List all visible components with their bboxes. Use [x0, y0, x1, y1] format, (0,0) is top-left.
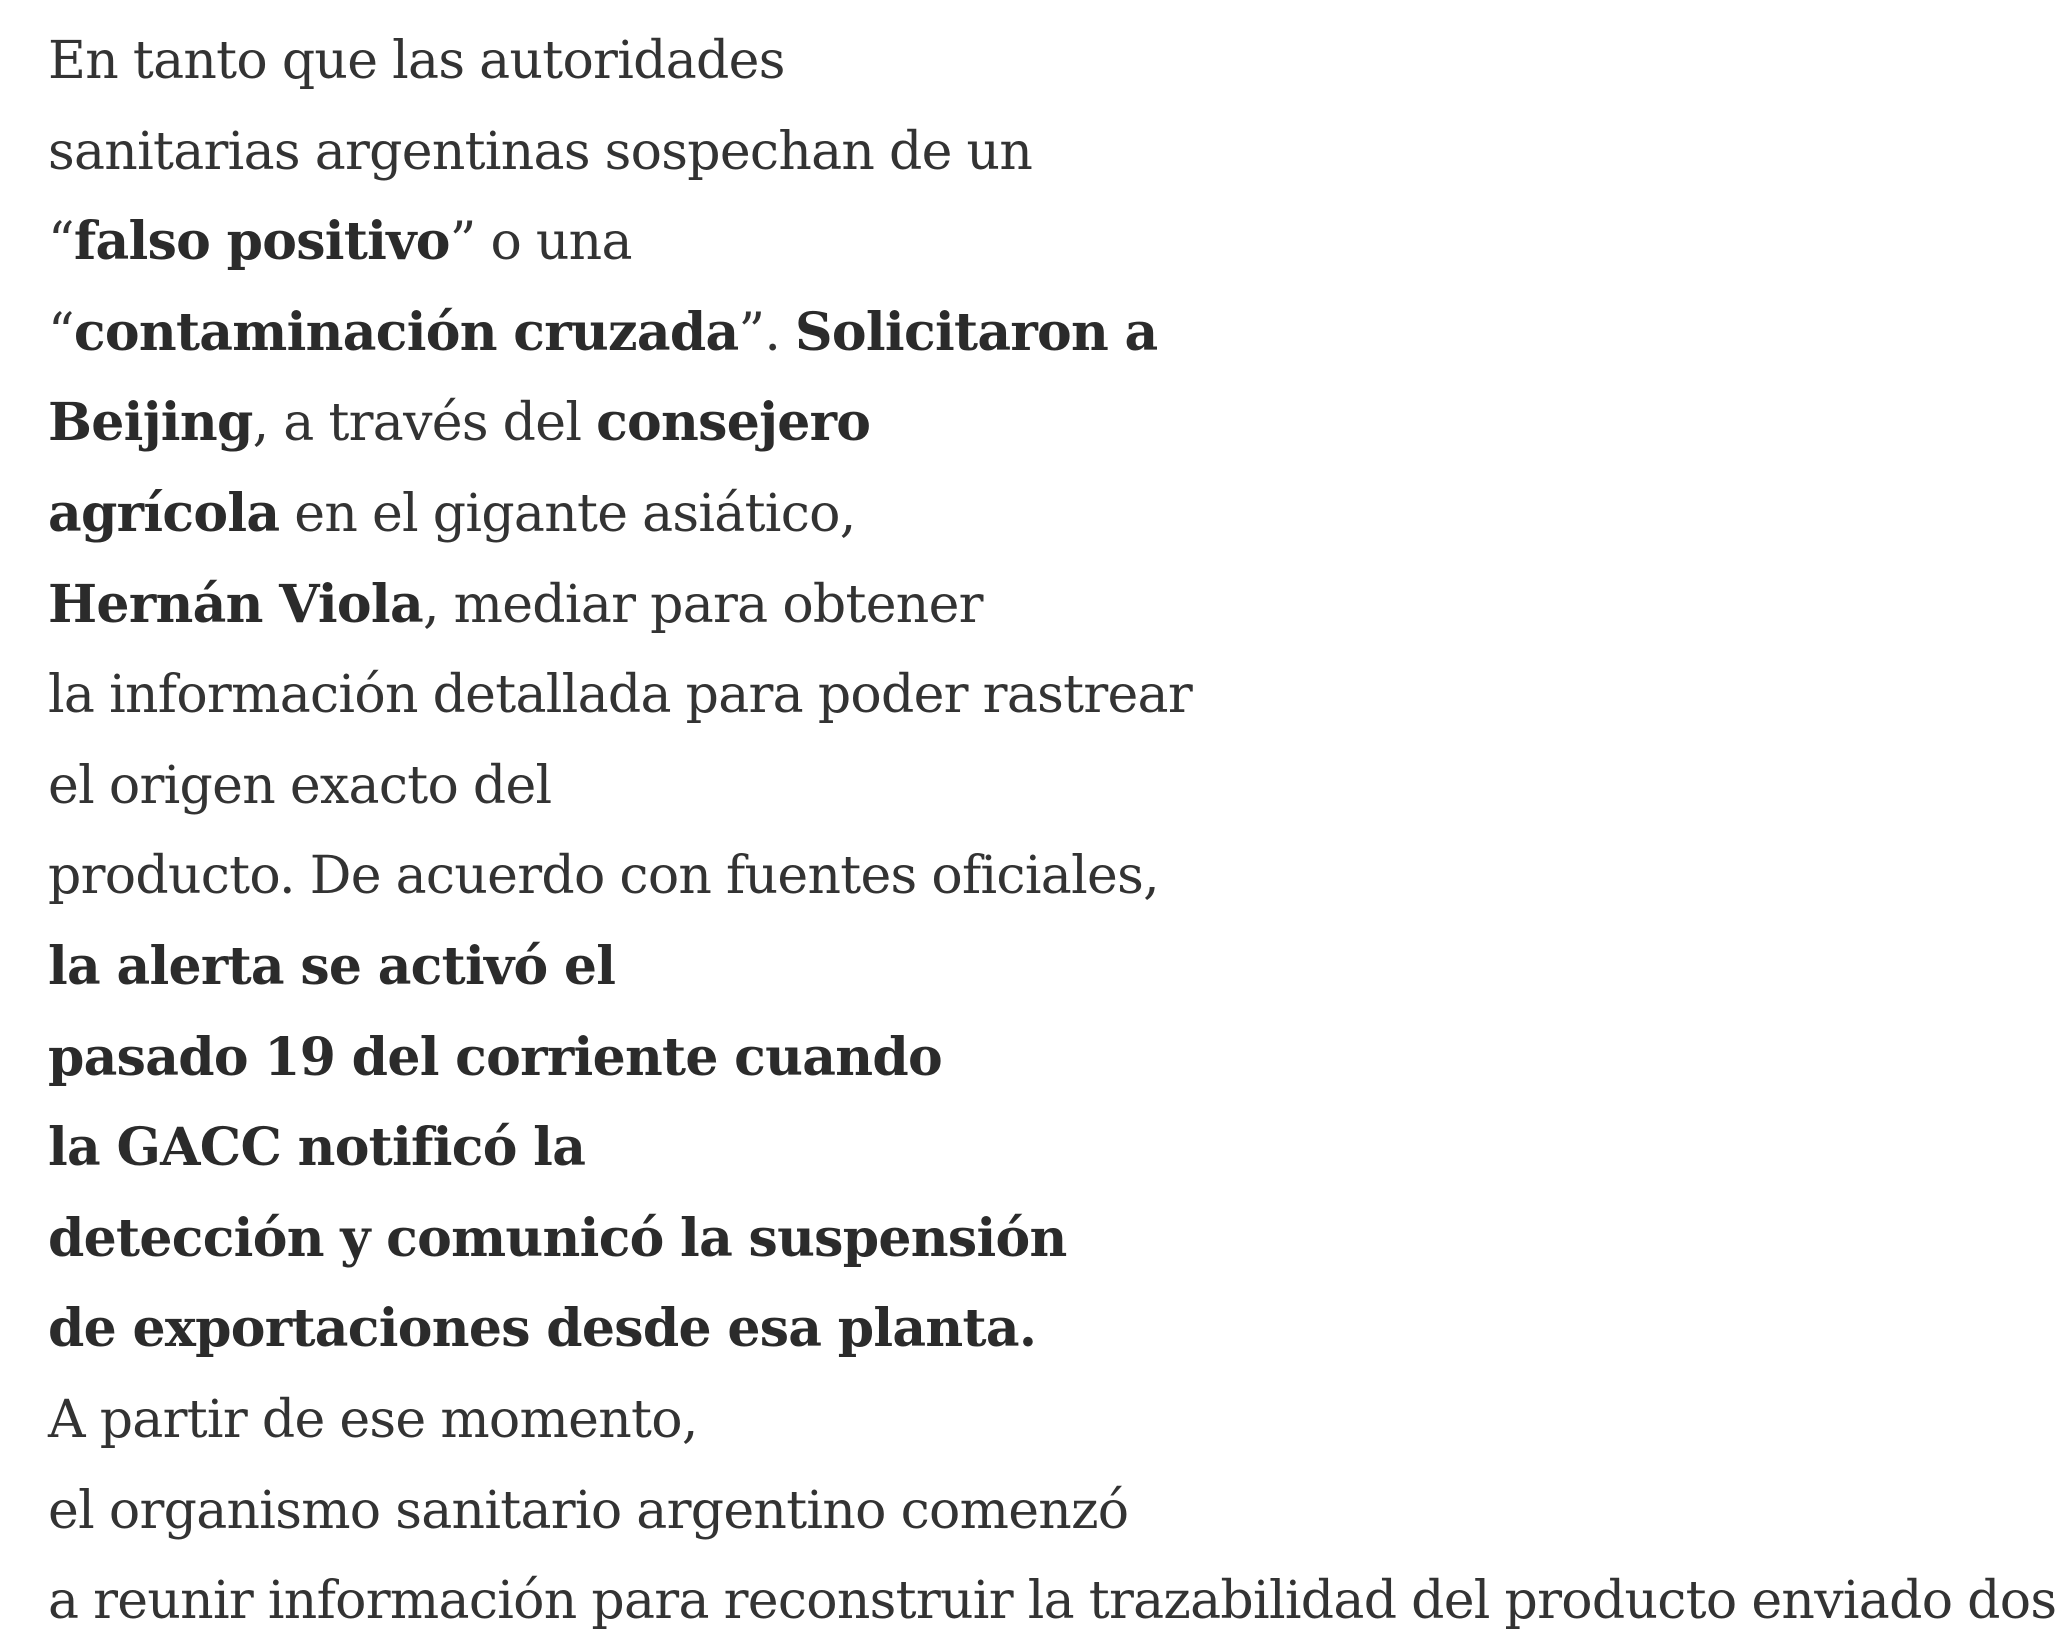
paragraph-line: [48, 1103, 1128, 1194]
text-segment: momento,: [440, 1389, 698, 1450]
text-segment: para: [650, 574, 783, 635]
text-segment: exacto: [289, 755, 473, 816]
text-segment: origen: [108, 755, 290, 816]
bold-text-segment: suspensión: [748, 1207, 1067, 1269]
text-segment: producto: [1504, 1571, 1752, 1632]
text-segment: mediar: [453, 574, 651, 635]
paragraph-line: [48, 378, 1128, 469]
text-segment: “: [48, 302, 74, 363]
text-segment: ,: [422, 574, 454, 635]
bold-text-segment: y: [340, 1207, 387, 1269]
bold-text-segment: pasado: [48, 1026, 265, 1088]
text-segment: dos: [1967, 1571, 2056, 1632]
bold-text-segment: la: [48, 1117, 117, 1179]
paragraph-line: [48, 560, 1128, 651]
text-segment: información: [109, 665, 433, 726]
text-segment: del: [502, 393, 597, 454]
bold-text-segment: del: [351, 1026, 456, 1088]
article-paragraph: [48, 0, 2056, 1647]
paragraph-line: [48, 1194, 1128, 1285]
text-segment: sanitario: [395, 1480, 637, 1541]
text-segment: tanto: [132, 31, 282, 91]
text-segment: detallada: [432, 665, 686, 726]
text-segment: el: [48, 755, 109, 816]
paragraph-line: [48, 1013, 1128, 1104]
text-segment: a: [48, 1571, 94, 1632]
paragraph-line: [48, 831, 1159, 922]
text-segment: a: [283, 393, 329, 454]
text-segment: con: [619, 846, 727, 907]
text-segment: obtener: [782, 574, 983, 635]
bold-text-segment: se: [300, 935, 378, 997]
bold-text-segment: planta.: [837, 1298, 1037, 1360]
article-body: [48, 0, 2056, 1647]
bold-text-segment: cuando: [734, 1026, 942, 1088]
text-segment: ,: [252, 393, 284, 454]
text-segment: asiático,: [642, 483, 856, 544]
text-segment: enviado: [1751, 1571, 1968, 1632]
text-segment: del: [1411, 1571, 1505, 1632]
bold-text-segment: esa: [727, 1298, 838, 1360]
text-segment: en: [294, 483, 372, 544]
bold-text-segment: contaminación: [73, 301, 514, 363]
text-segment: la: [1027, 1571, 1089, 1632]
text-segment: través: [328, 393, 503, 454]
paragraph-line: [48, 16, 1128, 107]
bold-text-segment: el: [563, 935, 616, 997]
text-segment: “: [48, 212, 74, 273]
bold-text-segment: de: [48, 1298, 133, 1360]
text-segment: información: [267, 1571, 592, 1632]
text-segment: sospechan: [604, 121, 890, 182]
bold-text-segment: 19: [264, 1026, 352, 1088]
bold-text-segment: comunicó: [386, 1207, 681, 1269]
text-segment: fuentes: [726, 846, 932, 907]
bold-text-segment: la: [48, 935, 117, 997]
paragraph-line: [48, 107, 1128, 198]
text-segment: oficiales,: [931, 846, 1159, 907]
text-segment: reunir: [93, 1571, 268, 1632]
paragraph-line: [48, 288, 1158, 379]
bold-text-segment: agrícola: [48, 482, 280, 544]
text-segment: poder: [817, 665, 983, 726]
text-segment: de: [889, 121, 967, 182]
text-segment: un: [966, 121, 1033, 182]
paragraph-line: [48, 922, 1128, 1013]
bold-text-segment: activó: [377, 935, 564, 997]
text-segment: o: [490, 212, 536, 273]
paragraph-line: [48, 650, 1193, 741]
text-segment: En: [48, 31, 133, 91]
bold-text-segment: Viola: [279, 573, 423, 635]
bold-text-segment: a: [1124, 301, 1158, 363]
bold-text-segment: Solicitaron: [795, 301, 1125, 363]
text-segment: comenzó: [900, 1480, 1129, 1541]
text-segment: argentinas: [314, 121, 605, 182]
paragraph-line: [48, 1466, 1128, 1557]
text-segment: que: [281, 31, 393, 91]
bold-text-segment: consejero: [596, 392, 871, 454]
paragraph-line: [48, 469, 1128, 560]
text-segment: para: [591, 1571, 724, 1632]
text-segment: ”.: [738, 302, 796, 363]
paragraph-line: [48, 1556, 2056, 1647]
text-segment: De: [309, 846, 396, 907]
text-segment: ”: [449, 212, 491, 273]
text-segment: trazabilidad: [1088, 1571, 1412, 1632]
paragraph-line: [48, 741, 1128, 832]
text-segment: del: [472, 755, 552, 816]
paragraph-line: [48, 197, 1128, 288]
text-segment: las: [392, 31, 480, 91]
bold-text-segment: corriente: [455, 1026, 735, 1088]
text-segment: para: [685, 665, 818, 726]
bold-text-segment: Hernán: [48, 573, 280, 635]
text-segment: [279, 484, 294, 544]
bold-text-segment: cruzada: [513, 301, 739, 363]
bold-text-segment: la: [533, 1117, 586, 1179]
bold-text-segment: falso: [73, 211, 227, 273]
text-segment: de: [261, 1389, 340, 1450]
text-segment: producto.: [48, 846, 310, 907]
bold-text-segment: exportaciones: [132, 1298, 547, 1360]
text-segment: sanitarias: [48, 121, 315, 182]
bold-text-segment: detección: [48, 1207, 341, 1269]
paragraph-line: [48, 1284, 1128, 1375]
text-segment: el: [48, 1480, 109, 1541]
bold-text-segment: desde: [546, 1298, 728, 1360]
text-segment: gigante: [432, 483, 643, 544]
text-segment: partir: [99, 1389, 262, 1450]
bold-text-segment: notificó: [297, 1117, 534, 1179]
text-segment: reconstruir: [723, 1571, 1028, 1632]
bold-text-segment: la: [680, 1207, 749, 1269]
bold-text-segment: Beijing: [48, 392, 253, 454]
text-segment: A: [48, 1389, 100, 1450]
text-segment: autoridades: [479, 31, 785, 91]
text-segment: argentino: [636, 1480, 901, 1541]
text-segment: una: [535, 212, 632, 273]
text-segment: organismo: [108, 1480, 396, 1541]
bold-text-segment: positivo: [226, 211, 450, 273]
text-segment: ese: [339, 1389, 441, 1450]
text-segment: el: [371, 483, 433, 544]
text-segment: acuerdo: [395, 846, 620, 907]
bold-text-segment: alerta: [116, 935, 301, 997]
text-segment: rastrear: [982, 665, 1193, 726]
text-segment: la: [48, 665, 110, 726]
bold-text-segment: GACC: [116, 1117, 298, 1179]
paragraph-line: [48, 1375, 1128, 1466]
